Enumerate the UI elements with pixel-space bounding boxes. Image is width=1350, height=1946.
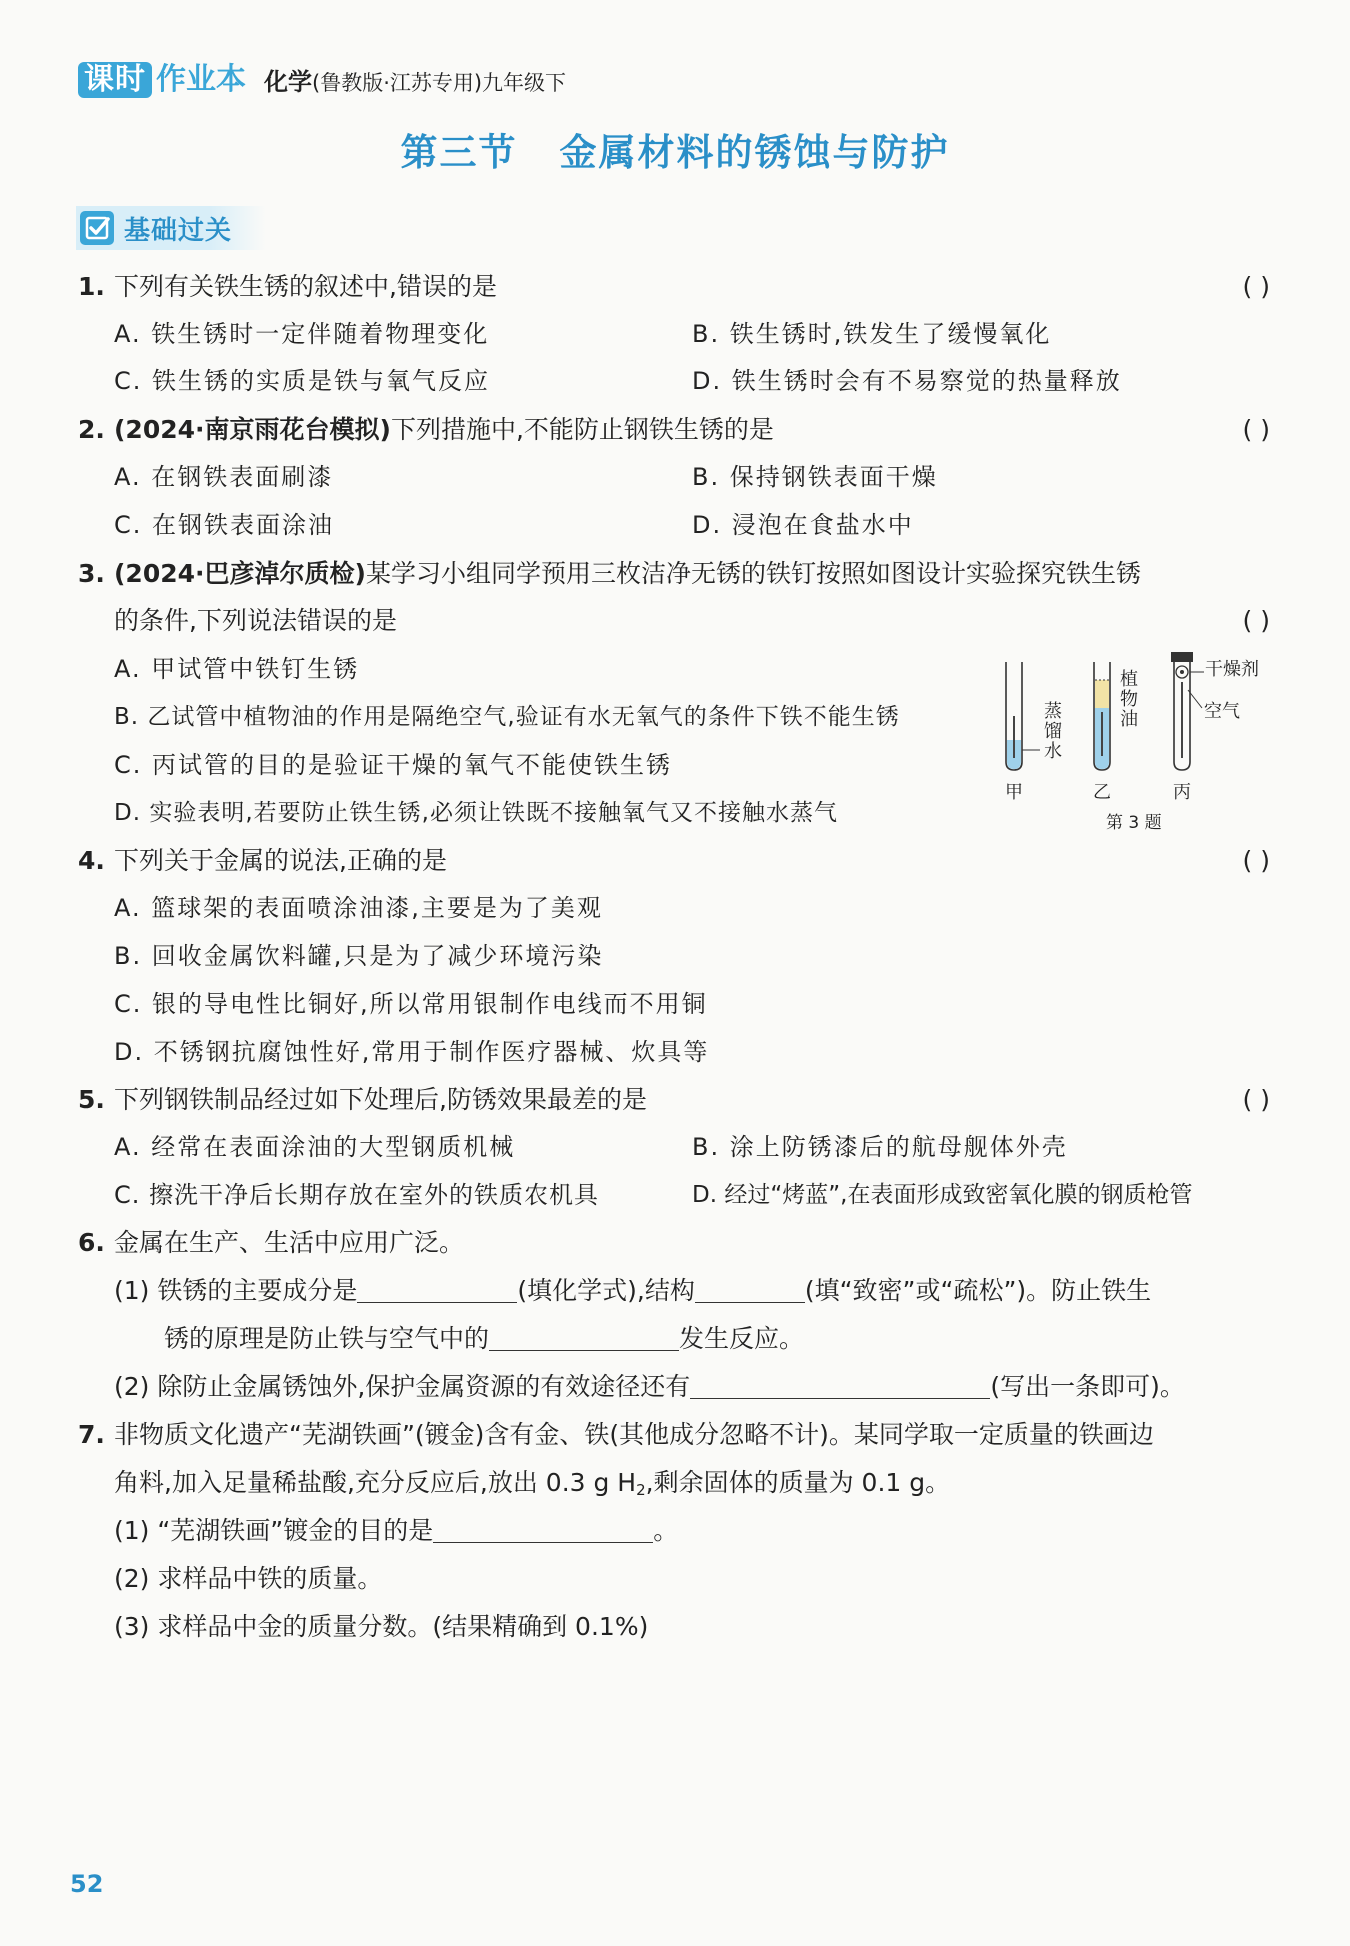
answer-blank[interactable] <box>489 1324 679 1351</box>
question-3 <box>78 557 1141 591</box>
part-text: (写出一条即可)。 <box>990 1372 1185 1401</box>
subject: 化学 <box>264 68 312 96</box>
option-a: A. 在钢铁表面刷漆 <box>114 463 334 491</box>
title-name: 金属材料的锈蚀与防护 <box>559 130 950 174</box>
figure-caption: 第 3 题 <box>1106 813 1162 833</box>
question-5 <box>78 1083 647 1117</box>
option-c: C. 铁生锈的实质是铁与氧气反应 <box>114 367 491 395</box>
answer-blank[interactable] <box>690 1372 990 1399</box>
option-a: A. 经常在表面涂油的大型钢质机械 <box>114 1133 516 1161</box>
option-d: D. 铁生锈时会有不易察觉的热量释放 <box>692 367 1122 395</box>
question-text: 金属在生产、生活中应用广泛。 <box>114 1228 465 1257</box>
label-distilled-water: 蒸馏水 <box>1044 701 1062 762</box>
option-d: D. 不锈钢抗腐蚀性好,常用于制作医疗器械、炊具等 <box>114 1038 710 1066</box>
checkbox-icon <box>80 211 114 245</box>
answer-blank[interactable] <box>357 1276 517 1303</box>
question-4 <box>78 844 447 878</box>
book-info <box>264 67 566 98</box>
label-tube-bing: 丙 <box>1173 782 1191 803</box>
question-number: 2. <box>78 415 105 444</box>
question-6 <box>78 1226 464 1260</box>
option-c: C. 丙试管的目的是验证干燥的氧气不能使铁生锈 <box>114 751 673 779</box>
part-text: ,剩余固体的质量为 0.1 g。 <box>645 1468 951 1497</box>
question-number: 7. <box>78 1420 105 1449</box>
page-number: 52 <box>70 1870 104 1898</box>
answer-paren: ( ) <box>1242 1085 1270 1114</box>
question-number: 3. <box>78 559 105 588</box>
option-b: B. 铁生锈时,铁发生了缓慢氧化 <box>692 320 1052 348</box>
question-7-line-2 <box>114 1466 950 1507</box>
label-vegetable-oil: 植物油 <box>1120 669 1138 730</box>
part-text: 角料,加入足量稀盐酸,充分反应后,放出 0.3 g H <box>114 1468 637 1497</box>
option-a: A. 铁生锈时一定伴随着物理变化 <box>114 320 490 348</box>
question-1 <box>78 270 497 304</box>
part-text: (填“致密”或“疏松”)。防止铁生 <box>804 1276 1152 1305</box>
edition: (鲁教版·江苏专用)九年级下 <box>312 71 567 95</box>
question-7-part-3: (3) 求样品中金的质量分数。(结果精确到 0.1%) <box>114 1612 649 1641</box>
part-text: 发生反应。 <box>679 1324 805 1353</box>
question-text: 某学习小组同学预用三枚洁净无锈的铁钉按照如图设计实验探究铁生锈 <box>365 559 1141 588</box>
label-desiccant: 干燥剂 <box>1205 659 1259 680</box>
option-d: D. 实验表明,若要防止铁生锈,必须让铁既不接触氧气又不接触水蒸气 <box>114 800 838 826</box>
label-tube-yi: 乙 <box>1093 782 1111 803</box>
part-text: 。 <box>653 1516 679 1545</box>
answer-paren: ( ) <box>1242 846 1270 875</box>
question-source: (2024·巴彦淖尔质检) <box>114 559 366 588</box>
option-a: A. 篮球架的表面喷涂油漆,主要是为了美观 <box>114 894 603 922</box>
question-3-line-2: 的条件,下列说法错误的是 <box>114 606 397 635</box>
option-c: C. 擦洗干净后长期存放在室外的铁质农机具 <box>114 1181 600 1209</box>
option-b: B. 乙试管中植物油的作用是隔绝空气,验证有水无氧气的条件下铁不能生锈 <box>114 704 900 730</box>
answer-blank[interactable] <box>433 1516 653 1543</box>
question-text: 下列钢铁制品经过如下处理后,防锈效果最差的是 <box>114 1085 647 1114</box>
option-b: B. 回收金属饮料罐,只是为了减少环境污染 <box>114 942 604 970</box>
part-text: (填化学式),结构 <box>517 1276 695 1305</box>
option-d: D. 浸泡在食盐水中 <box>692 511 914 539</box>
section-label: 基础过关 <box>124 215 233 246</box>
page-header <box>78 62 566 98</box>
question-6-part-2 <box>114 1370 1185 1404</box>
answer-blank[interactable] <box>695 1276 805 1303</box>
question-text: 下列关于金属的说法,正确的是 <box>114 846 447 875</box>
test-tube-figure <box>992 650 1282 840</box>
question-number: 5. <box>78 1085 105 1114</box>
option-b: B. 涂上防锈漆后的航母舰体外壳 <box>692 1133 1068 1161</box>
question-text: 非物质文化遗产“芜湖铁画”(镀金)含有金、铁(其他成分忽略不计)。某同学取一定质量的铁画边 <box>114 1420 1154 1449</box>
option-a: A. 甲试管中铁钉生锈 <box>114 655 360 683</box>
part-text: (2) 除防止金属锈蚀外,保护金属资源的有效途径还有 <box>114 1372 691 1401</box>
question-2 <box>78 413 774 447</box>
answer-paren: ( ) <box>1242 606 1270 635</box>
page-title <box>0 122 1350 176</box>
subscript: 2 <box>636 1481 646 1499</box>
question-number: 4. <box>78 846 105 875</box>
answer-paren: ( ) <box>1242 272 1270 301</box>
option-c: C. 银的导电性比铜好,所以常用银制作电线而不用铜 <box>114 990 708 1018</box>
label-tube-jia: 甲 <box>1005 782 1023 803</box>
question-text: 下列措施中,不能防止钢铁生锈的是 <box>390 415 774 444</box>
option-c: C. 在钢铁表面涂油 <box>114 511 335 539</box>
question-number: 1. <box>78 272 105 301</box>
question-source: (2024·南京雨花台模拟) <box>114 415 391 444</box>
brand-logo-zuoyeben: 作业本 <box>156 62 246 97</box>
question-number: 6. <box>78 1228 105 1257</box>
answer-paren: ( ) <box>1242 415 1270 444</box>
question-7 <box>78 1418 1154 1452</box>
brand-logo-keshi: 课时 <box>78 62 152 98</box>
option-b: B. 保持钢铁表面干燥 <box>692 463 938 491</box>
part-text: (1) 铁锈的主要成分是 <box>114 1276 358 1305</box>
question-text: 下列有关铁生锈的叙述中,错误的是 <box>114 272 497 301</box>
question-7-part-1 <box>114 1514 678 1548</box>
title-section: 第三节 <box>400 130 518 174</box>
question-6-part-1 <box>114 1274 1151 1308</box>
part-text: 锈的原理是防止铁与空气中的 <box>164 1324 490 1353</box>
part-text: (1) “芜湖铁画”镀金的目的是 <box>114 1516 434 1545</box>
section-header <box>76 206 266 250</box>
question-6-part-1-cont <box>164 1322 804 1356</box>
label-air: 空气 <box>1204 701 1240 722</box>
question-7-part-2: (2) 求样品中铁的质量。 <box>114 1564 383 1593</box>
option-d: D. 经过“烤蓝”,在表面形成致密氧化膜的钢质枪管 <box>692 1182 1193 1208</box>
